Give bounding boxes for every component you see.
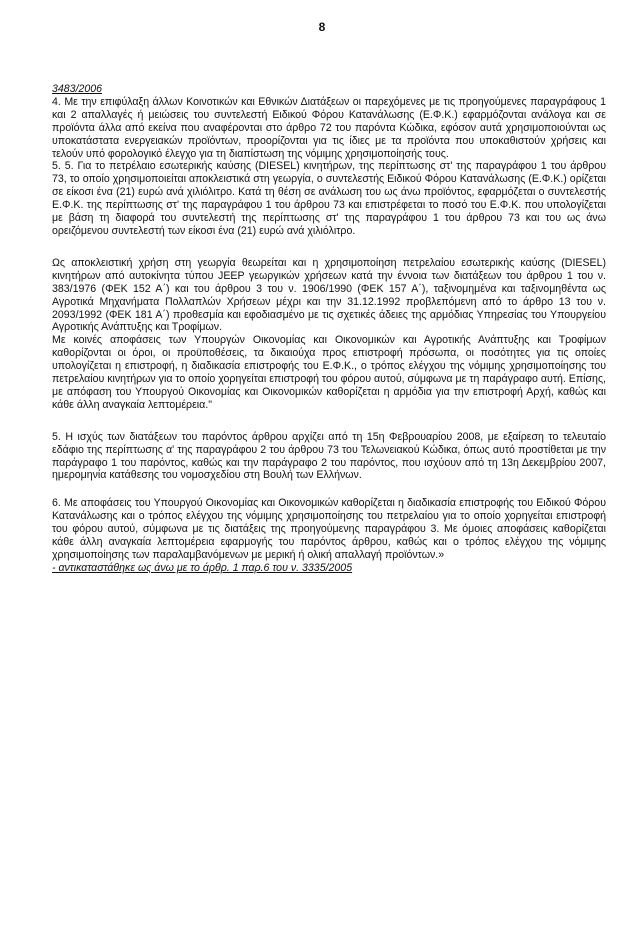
page-number: 8: [318, 20, 326, 34]
paragraph-4: 4. Με την επιφύλαξη άλλων Κοινοτικών και Εθνικών Διατάξεων οι παρεχόμενες με τις προηγούμενες παραγράφους 1 και 2 απαλλαγές ή μειώσεις του συντελεστή Ειδικού Φόρου Κατανάλωσης (Ε.Φ.Κ.) εφαρμόζονται ανάλογα και σε προϊόντα άλλα από εκείνα που αναφέρονται στο άρθρο 72 του παρόντα Κώδικα, εφόσον αυτά χρησιμοποιούνται ως υποκατάστατα ενεργειακών προϊόντων, προορίζονται για τις ίδιες με τα προϊόντα που υποκαθιστούν χρήσεις και τελούν υπό φορολογικό έλεγχο για τη διαπίστωση της νόμιμης χρησιμοποίησής τους.: [52, 95, 606, 160]
paragraph-5-diesel: 5. 5. Για το πετρέλαιο εσωτερικής καύσης (DIESEL) κινητήρων, της περίπτωσης στ' της παραγράφου 1 του άρθρου 73, το οποίο χρησιμοποιείται αποκλειστικά στη γεωργία, ο συντελεστής Ειδικού Φόρου Κατανάλωσης (Ε.Φ.Κ.) ορίζεται σε είκοσι ένα (21) ευρώ ανά χιλιόλιτρο. Κατά τη θέση σε ανάλωση του ως άνω προϊόντος, εφαρμόζεται ο συντελεστής Ε.Φ.Κ. της περίπτωσης στ' της παραγράφου 1 του άρθρου 73 και επιστρέφεται το ποσό του Ε.Φ.Κ. που υπολογίζεται με βάση τη διαφορά του συντελεστή της περίπτωσης στ' της παραγράφου 1 του άρθρου 73 και του ως άνω ορειζόμενου συντελεστή των είκοσι ένα (21) ευρώ ανά χιλιόλιτρο.: [52, 160, 606, 237]
paragraph-6: 6. Με αποφάσεις του Υπουργού Οικονομίας και Οικονομικών καθορίζεται η διαδικασία επιστροφής του Ειδικού Φόρου Κατανάλωσης και ο τρόπος ελέγχου της νόμιμης χρησιμοποίησης του πετρελαίου για το οποίο χορηγείται επιστροφή του φόρου αυτού, σύμφωνα με τις διατάξεις της προηγούμενης παραγράφου 3. Με όμοιες αποφάσεις καθορίζεται κάθε άλλη αναγκαία λεπτομέρεια εφαρμογής του παρόντος άρθρου, καθώς και ο τρόπος ελέγχου της νόμιμης χρησιμοποίησης των παραλαμβανόμενων με μερική ή ολική απαλλαγή προϊόντων.»: [52, 497, 606, 561]
paragraph-joint-decisions: Με κοινές αποφάσεις των Υπουργών Οικονομίας και Οικονομικών και Αγροτικής Ανάπτυξης και Τροφίμων καθορίζονται οι όροι, οι προϋποθέσεις, τα δικαιούχα προς επιστροφή πρόσωπα, οι ποσότητες για τις οποίες υπολογίζεται η επιστροφή, η διαδικασία επιστροφής του Ε.Φ.Κ., ο τρόπος ελέγχου της νόμιμης χρησιμοποίησης του πετρελαίου κινητήρων για το οποίο χορηγείται επιστροφή του φόρου αυτού, σύμφωνα με τη παράγραφο αυτή. Επίσης, με απόφαση του Υπουργού Οικονομίας και Οικονομικών καθορίζεται η αρμόδια για την επιστροφή Αρχή, καθώς και κάθε άλλη αναγκαία λεπτομέρεια.": [52, 334, 606, 411]
law-reference: 3483/2006: [52, 83, 103, 95]
document-body: [52, 83, 606, 575]
amendment-footnote: - αντικαταστάθηκε ως άνω με το άρθρ. 1 παρ.6 του ν. 3335/2005: [52, 561, 353, 574]
paragraph-agricultural-use: Ως αποκλειστική χρήση στη γεωργία θεωρείται και η χρησιμοποίηση πετρελαίου εσωτερικής καύσης (DIESEL) κινητήρων από αυτοκίνητα τύπου JEEP γεωργικών χρήσεων κατά την έννοια των διατάξεων του άρθρου 1 του ν. 383/1976 (ΦΕΚ 152 Α΄) και του άρθρου 3 του ν. 1906/1990 (ΦΕΚ 157 Α΄), ταξινομημένα και ταξινομηθέντα ως Αγροτικά Μηχανήματα Πολλαπλών Χρήσεων μέχρι και την 31.12.1992 προβλεπόμενη από το άρθρο 13 του ν. 2093/1992 (ΦΕΚ 181 Α΄) προθεσμία και εφοδιασμένο με τις σχετικές άδειες της αρμόδιας Υπηρεσίας του Υπουργείου Αγροτικής Ανάπτυξης και Τροφίμων.: [52, 256, 606, 334]
paragraph-validity: 5. Η ισχύς των διατάξεων του παρόντος άρθρου αρχίζει από τη 15η Φεβρουαρίου 2008, με εξαίρεση το τελευταίο εδάφιο της περίπτωσης α' της παραγράφου 2 του άρθρου 73 του Τελωνειακού Κώδικα, όπως αυτό προστίθεται με την παράγραφο 1 του παρόντος, καθώς και την παράγραφο 2 του παρόντος, που ισχύουν από τη 13η Δεκεμβρίου 2007, ημερομηνία κατάθεσης του νομοσχεδίου στη Βουλή των Ελλήνων.: [52, 430, 606, 482]
